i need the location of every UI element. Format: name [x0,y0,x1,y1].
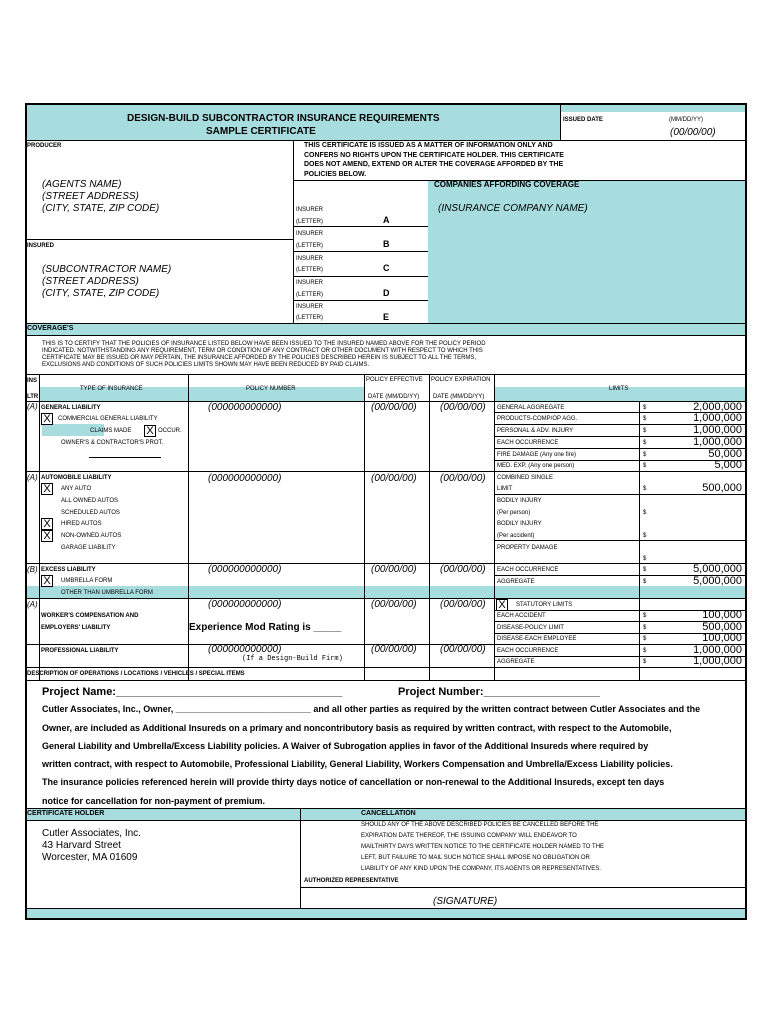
issued-date-value: (00/00/00) [670,127,716,138]
excess-policy-number: (000000000000) [208,564,282,575]
certify-text-4: EXCLUSIONS AND CONDITIONS OF SUCH POLICIES LIMITS SHOWN MAY HAVE BEEN REDUCED BY PAID CLAIMS. [42,362,370,368]
insurer-label: INSURER [296,231,324,237]
insurer-letter-b: B [383,239,390,249]
certify-text-2: INDICATED. NOTWITHSTANDING ANY REQUIREMENT, TERM OR CONDITION OF ANY CONTRACT OR OTHER DOCUMENT WITH RESPECT TO WHICH THIS [42,348,483,354]
limit-label: FIRE DAMAGE (Any one fire) [497,452,577,458]
issued-date-label: ISSUED DATE [563,117,603,123]
insurer-label: INSURER [296,256,324,262]
other-umbrella-label: OTHER THAN UMBRELLA FORM [61,590,153,596]
limit-label: AGGREGATE [497,659,535,665]
limit-label: DISEASE-POLICY LIMIT [497,625,564,631]
owners-contractors-label: OWNER'S & CONTRACTOR'S PROT. [61,440,164,446]
garage-liability-label: GARAGE LIABILITY [61,545,116,551]
insurer-letter-c: C [383,263,390,273]
form-title: DESIGN-BUILD SUBCONTRACTOR INSURANCE REQUIREMENTS [127,113,440,124]
excess-ltr: (B) [27,565,38,574]
limit-value: 100,000 [702,609,742,621]
description-line-3: General Liability and Umbrella/Excess Liability policies. A Waiver of Subrogation applies in favor of the Additional Insureds where required by [42,741,649,751]
statutory-limits-label: STATUTORY LIMITS [516,602,573,608]
producer-notice-2: CONFERS NO RIGHTS UPON THE CERTIFICATE HOLDER. THIS CERTIFICATE [304,152,564,159]
col-policy-number: POLICY NUMBER [246,386,296,392]
limit-label: PROPERTY DAMAGE [497,545,558,551]
any-auto-label: ANY AUTO [61,486,92,492]
statutory-checkbox[interactable]: X [496,599,508,611]
insurer-letter-d: D [383,288,390,298]
description-label: DESCRIPTION OF OPERATIONS / LOCATIONS / VEHICLES / SPECIAL ITEMS [27,671,245,677]
commercial-checkbox[interactable]: X [41,413,53,425]
mod-rating-text: Experience Mod Rating is _____ [189,622,342,633]
limit-label: PERSONAL & ADV. INJURY [497,428,574,434]
limit-label: PRODUCTS-COMP/OP AGG. [497,416,578,422]
limit-label: BODILY INJURY [497,498,542,504]
col-ins: INS [27,378,38,384]
professional-liability-label: PROFESSIONAL LIABILITY [41,648,119,654]
coverages-label: COVERAGE'S [27,325,74,332]
hired-autos-label: HIRED AUTOS [61,521,102,527]
limit-value: 1,000,000 [693,655,742,667]
limit-value: 500,000 [702,621,742,633]
limit-value: 1,000,000 [693,436,742,448]
companies-heading: COMPANIES AFFORDING COVERAGE [434,180,580,189]
auto-expiration-date: (00/00/00) [440,473,486,484]
authorized-rep-label: AUTHORIZED REPRESENTATIVE [304,878,399,884]
employers-liability-label: EMPLOYERS' LIABILITY [41,625,111,631]
description-line-4: written contract, with respect to Automobile, Professional Liability, General Liability, Workers Compensation and Umbrella/Excess Liability policies. [42,759,673,769]
subcontractor-city: (CITY, STATE, ZIP CODE) [42,288,160,299]
claims-made-label: CLAIMS MADE [90,428,132,434]
excess-liability-label: EXCESS LIABILITY [41,567,96,573]
producer-notice-4: POLICIES BELOW. [304,171,367,178]
description-line-2: Owner, are included as Additional Insureds on a primary and noncontributory basis as required by written contract, with respect to the Automobile, [42,723,672,733]
project-name-field[interactable]: Project Name:_____________________________________ [42,686,343,698]
cancellation-line-3: MAILTHIRTY DAYS WRITTEN NOTICE TO THE CERTIFICATE HOLDER NAMED TO THE [361,844,605,850]
dollar-sign: $ [643,452,647,458]
dollar-sign: $ [643,625,647,631]
workers-comp-label: WORKER'S COMPENSATION AND [41,613,139,619]
col-limits: LIMITS [609,386,629,392]
producer-label: PRODUCER [27,143,62,149]
general-policy-number: (000000000000) [208,402,282,413]
holder-city: Worcester, MA 01609 [42,852,138,863]
workers-policy-number: (000000000000) [208,599,282,610]
limit-value: 100,000 [702,632,742,644]
dollar-sign: $ [643,463,647,469]
dollar-sign: $ [643,486,647,492]
umbrella-checkbox[interactable]: X [41,575,53,587]
limit-value: 50,000 [708,448,742,460]
letter-label: (LETTER) [296,219,323,225]
umbrella-label: UMBRELLA FORM [61,578,113,584]
workers-effective-date: (00/00/00) [371,599,417,610]
limit-label: (Per person) [497,510,531,516]
certify-text-1: THIS IS TO CERTIFY THAT THE POLICIES OF INSURANCE LISTED BELOW HAVE BEEN ISSUED TO THE INSURED NAMED ABOVE FOR THE POLICY PERIOD [42,341,486,347]
dollar-sign: $ [643,567,647,573]
insurer-label: INSURER [296,304,324,310]
non-owned-autos-checkbox[interactable]: X [41,530,53,542]
producer-notice-3: DOES NOT AMEND, EXTEND OR ALTER THE COVERAGE AFFORDED BY THE [304,161,564,168]
agent-street: (STREET ADDRESS) [42,191,139,202]
limit-label: EACH OCCURRENCE [497,440,559,446]
professional-expiration-date: (00/00/00) [440,644,486,655]
col-type: TYPE OF INSURANCE [80,386,143,392]
auto-liability-label: AUTOMOBILE LIABILITY [41,475,112,481]
cancellation-label: CANCELLATION [361,810,416,817]
auto-policy-number: (000000000000) [208,473,282,484]
col-expiration: POLICY EXPIRATION [431,377,491,383]
insurance-company-name: (INSURANCE COMPANY NAME) [438,203,588,214]
description-line-5: The insurance policies referenced herein will provide thirty days notice of cancellation or non-renewal to the Additional Insureds, except ten days [42,777,665,787]
letter-label: (LETTER) [296,315,323,321]
dollar-sign: $ [643,510,647,516]
general-liability-label: GENERAL LIABILITY [41,405,101,411]
excess-expiration-date: (00/00/00) [440,564,486,575]
holder-name: Cutler Associates, Inc. [42,828,141,839]
limit-label: MED. EXP. (Any one person) [497,463,575,469]
limit-label: (Per accident) [497,533,535,539]
limit-value: 500,000 [702,482,742,494]
occur-checkbox[interactable]: X [144,425,156,437]
scheduled-autos-label: SCHEDULED AUTOS [61,510,120,516]
limit-label: BODILY INJURY [497,521,542,527]
subcontractor-street: (STREET ADDRESS) [42,276,139,287]
limit-label: EACH ACCIDENT [497,613,546,619]
col-expiration-date: DATE (MM/DD/YY) [433,394,485,400]
general-expiration-date: (00/00/00) [440,402,486,413]
non-owned-autos-label: NON-OWNED AUTOS [61,533,122,539]
signature-field[interactable]: (SIGNATURE) [433,896,498,907]
dollar-sign: $ [643,556,647,562]
limit-value: 1,000,000 [693,412,742,424]
workers-ltr: (A) [27,600,38,609]
excess-effective-date: (00/00/00) [371,564,417,575]
letter-label: (LETTER) [296,292,323,298]
all-owned-autos-label: ALL OWNED AUTOS [61,498,119,504]
limit-value: 1,000,000 [693,424,742,436]
certificate-holder-label: CERTIFICATE HOLDER [27,810,105,817]
dollar-sign: $ [643,659,647,665]
form-subtitle: SAMPLE CERTIFICATE [206,126,316,137]
dollar-sign: $ [643,636,647,642]
agent-city: (CITY, STATE, ZIP CODE) [42,203,160,214]
dollar-sign: $ [643,579,647,585]
col-effective: POLICY EFFECTIVE [366,377,423,383]
any-auto-checkbox[interactable]: X [41,483,53,495]
limit-value: 1,000,000 [693,644,742,656]
limit-label: DISEASE-EACH EMPLOYEE [497,636,577,642]
certify-text-3: CERTIFICATE MAY BE ISSUED OR MAY PERTAIN, THE INSURANCE AFFORDED BY THE POLICIES DESCRIBED HEREIN IS SUBJECT TO ALL THE TERMS, [42,355,477,361]
limit-label: EACH OCCURRENCE [497,648,559,654]
general-effective-date: (00/00/00) [371,402,417,413]
dollar-sign: $ [643,648,647,654]
subcontractor-name: (SUBCONTRACTOR NAME) [42,264,172,275]
limit-value: 2,000,000 [693,401,742,413]
col-effective-date: DATE (MM/DD/YY) [368,394,420,400]
dollar-sign: $ [643,533,647,539]
description-line-1: Cutler Associates, Inc., Owner, ___________________________ and all other parties as required by the written contract between Cutler Associates and the [42,704,701,714]
col-ltr: LTR [27,394,39,400]
letter-label: (LETTER) [296,243,323,249]
limit-label: EACH OCCURRENCE [497,567,559,573]
limit-label: LIMIT [497,486,513,492]
producer-notice-1: THIS CERTIFICATE IS ISSUED AS A MATTER OF INFORMATION ONLY AND [304,142,553,149]
insurer-letter-e: E [383,312,390,322]
cancellation-line-4: LEFT, BUT FAILURE TO MAIL SUCH NOTICE SHALL IMPOSE NO OBLIGATION OR [361,855,590,861]
insurer-label: INSURER [296,207,324,213]
limit-label: COMBINED SINGLE [497,475,554,481]
auto-effective-date: (00/00/00) [371,473,417,484]
cancellation-line-1: SHOULD ANY OF THE ABOVE DESCRIBED POLICIES BE CANCELLED BEFORE THE [361,822,599,828]
insured-label: INSURED [27,243,55,249]
limit-value: 5,000,000 [693,563,742,575]
auto-ltr: (A) [27,473,38,482]
dollar-sign: $ [643,440,647,446]
letter-label: (LETTER) [296,267,323,273]
workers-expiration-date: (00/00/00) [440,599,486,610]
dollar-sign: $ [643,416,647,422]
insurer-label: INSURER [296,280,324,286]
general-ltr: (A) [27,402,38,411]
professional-effective-date: (00/00/00) [371,644,417,655]
limit-value: 5,000 [714,459,742,471]
dollar-sign: $ [643,405,647,411]
professional-policy-number: (000000000000) [208,644,282,655]
hired-autos-checkbox[interactable]: X [41,518,53,530]
dollar-sign: $ [643,428,647,434]
date-format-label: (MM/DD/YY) [669,117,703,123]
commercial-label: COMMERCIAL GENERAL LIABILITY [58,416,158,422]
design-build-note: (If a Design-Build Firm) [242,655,343,663]
limit-label: GENERAL AGGREGATE [497,405,565,411]
occur-label: OCCUR. [158,428,182,434]
limit-label: AGGREGATE [497,579,535,585]
project-number-field[interactable]: Project Number:___________________ [398,686,600,698]
cancellation-line-5: LIABILITY OF ANY KIND UPON THE COMPANY, ITS AGENTS OR REPRESENTATIVES. [361,866,601,872]
agent-name: (AGENTS NAME) [42,179,122,190]
holder-street: 43 Harvard Street [42,840,121,851]
limit-value: 5,000,000 [693,575,742,587]
cancellation-line-2: EXPIRATION DATE THEREOF, THE ISSUING COMPANY WILL ENDEAVOR TO [361,833,577,839]
insurer-letter-a: A [383,215,390,225]
dollar-sign: $ [643,613,647,619]
description-line-6: notice for cancellation for non-payment of premium. [42,796,266,806]
